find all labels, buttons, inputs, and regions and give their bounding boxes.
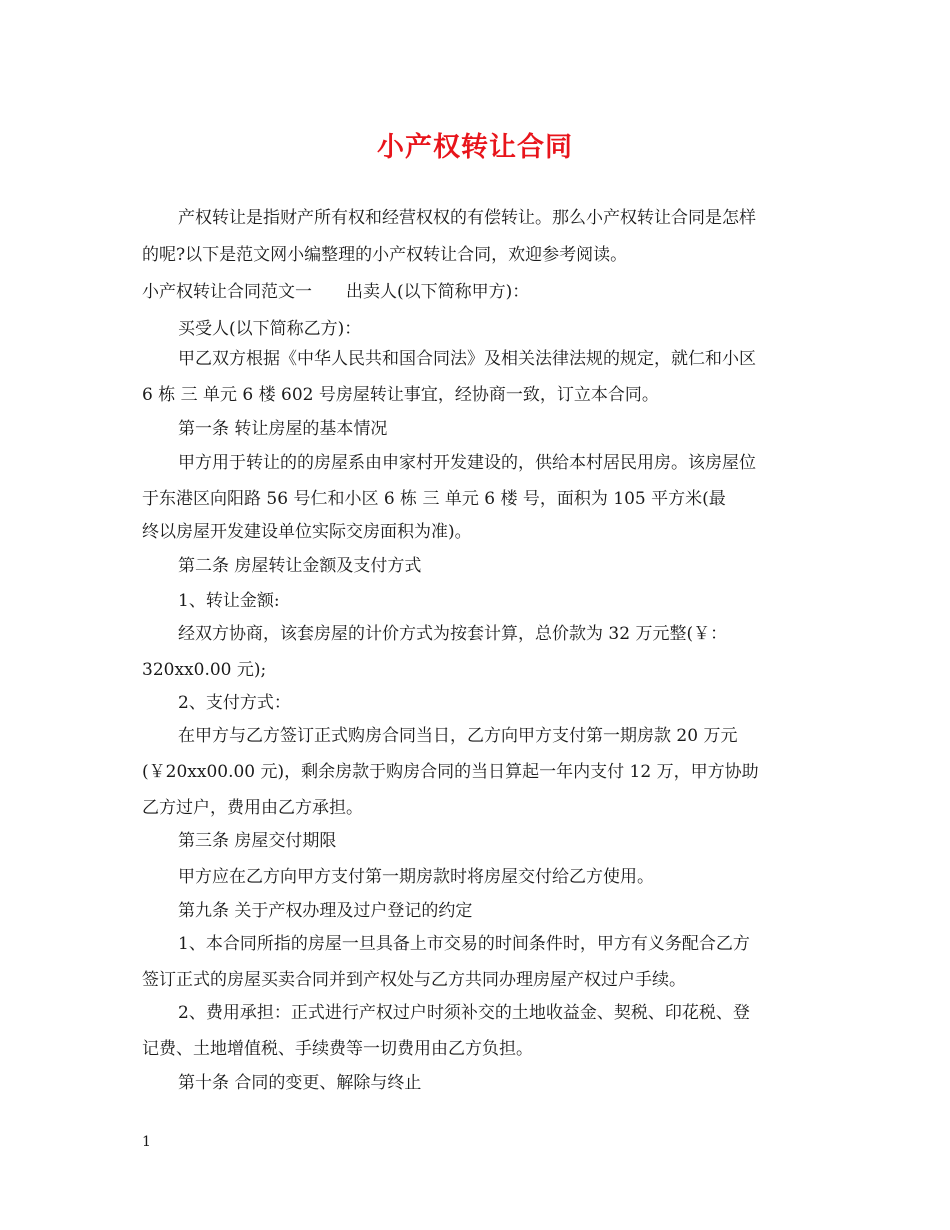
page-number: 1	[142, 1134, 151, 1150]
paragraph-line: 终以房屋开发建设单位实际交房面积为准)。	[142, 522, 472, 542]
paragraph-line: 2、费用承担：正式进行产权过户时须补交的土地收益金、契税、印花税、登	[178, 1003, 750, 1023]
paragraph-line: 1、本合同所指的房屋一旦具备上市交易的时间条件时，甲方有义务配合乙方	[178, 934, 750, 954]
paragraph-line: 经双方协商，该套房屋的计价方式为按套计算，总价款为 32 万元整(￥：	[178, 624, 728, 644]
paragraph-line: 320xx0.00 元);	[142, 660, 267, 680]
paragraph-line: 甲方用于转让的的房屋系由申家村开发建设的，供给本村居民用房。该房屋位	[178, 453, 756, 473]
paragraph-line: 小产权转让合同范文一 出卖人(以下简称甲方)：	[142, 282, 530, 302]
paragraph-line: 产权转让是指财产所有权和经营权权的有偿转让。那么小产权转让合同是怎样	[178, 208, 756, 228]
paragraph-line: 的呢?以下是范文网小编整理的小产权转让合同，欢迎参考阅读。	[142, 245, 628, 265]
paragraph-line: 甲方应在乙方向甲方支付第一期房款时将房屋交付给乙方使用。	[178, 867, 654, 887]
paragraph-line: 于东港区向阳路 56 号仁和小区 6 栋 三 单元 6 楼 号，面积为 105 平方米(最	[142, 489, 726, 509]
paragraph-line: 6 栋 三 单元 6 楼 602 号房屋转让事宜，经协商一致，订立本合同。	[142, 385, 659, 405]
paragraph-line: 买受人(以下简称乙方)：	[178, 319, 362, 339]
section-heading: 第十条 合同的变更、解除与终止	[178, 1073, 422, 1093]
paragraph-line: 甲乙双方根据《中华人民共和国合同法》及相关法律法规的规定，就仁和小区	[178, 349, 756, 369]
document-title: 小产权转让合同	[377, 132, 573, 163]
paragraph-line: 1、转让金额:	[178, 591, 280, 611]
section-heading: 第一条 转让房屋的基本情况	[178, 419, 388, 439]
paragraph-line: 签订正式的房屋买卖合同并到产权处与乙方共同办理房屋产权过户手续。	[142, 970, 686, 990]
paragraph-line: (￥20xx00.00 元)，剩余房款于购房合同的当日算起一年内支付 12 万，甲方协助	[142, 762, 759, 782]
section-heading: 第二条 房屋转让金额及支付方式	[178, 556, 422, 576]
paragraph-line: 在甲方与乙方签订正式购房合同当日，乙方向甲方支付第一期房款 20 万元	[178, 726, 738, 746]
section-heading: 第九条 关于产权办理及过户登记的约定	[178, 901, 473, 921]
paragraph-line: 乙方过户，费用由乙方承担。	[142, 798, 363, 818]
paragraph-line: 记费、土地增值税、手续费等一切费用由乙方负担。	[142, 1039, 533, 1059]
paragraph-line: 2、支付方式：	[178, 693, 291, 713]
section-heading: 第三条 房屋交付期限	[178, 831, 337, 851]
